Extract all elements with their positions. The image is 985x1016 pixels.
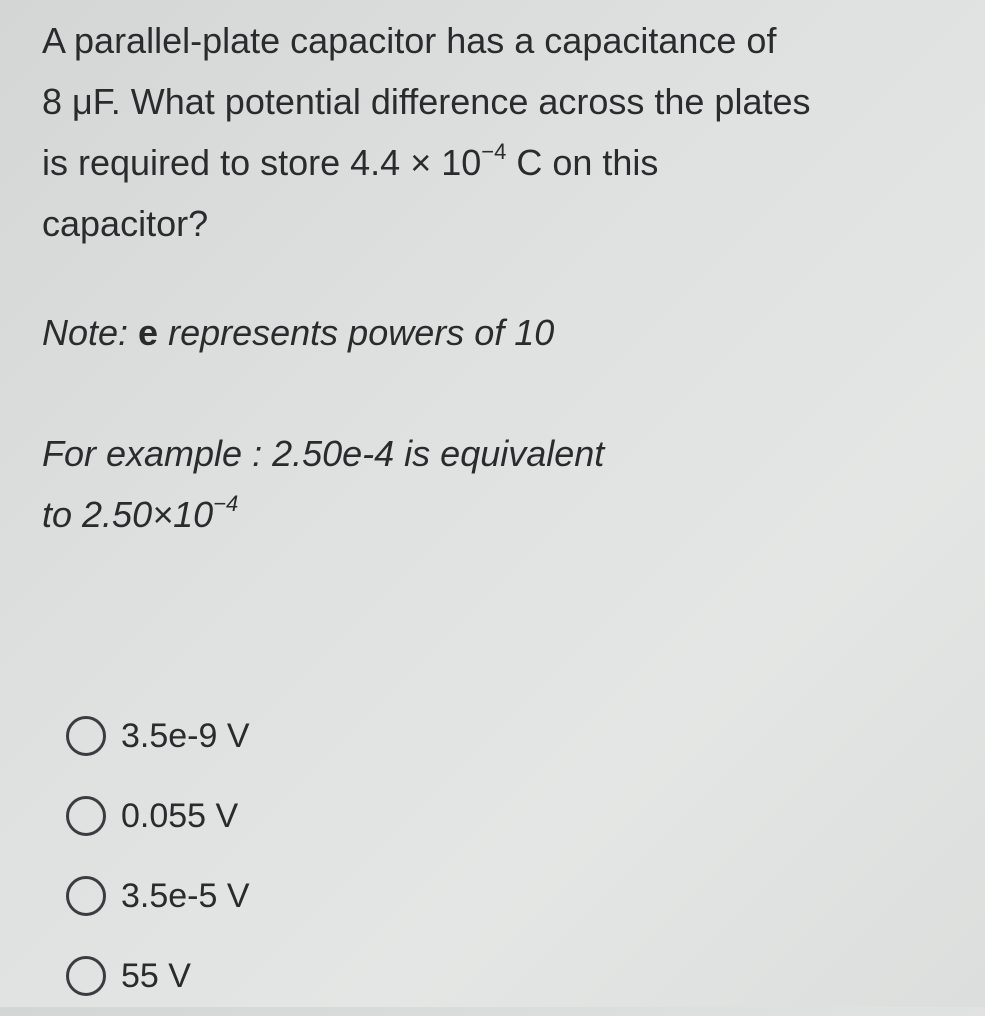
question-line-1: A parallel-plate capacitor has a capacitance of bbox=[42, 20, 777, 61]
radio-button[interactable] bbox=[66, 876, 106, 916]
note-suffix: represents powers of 10 bbox=[158, 312, 555, 353]
note-prefix: Note: bbox=[42, 312, 139, 353]
question-text bbox=[42, 10, 962, 254]
radio-button[interactable] bbox=[66, 716, 106, 756]
question-line-4: capacitor? bbox=[42, 203, 209, 244]
example-line-2 bbox=[42, 484, 604, 545]
example-text bbox=[42, 423, 604, 545]
option-3[interactable] bbox=[66, 856, 250, 936]
example-line-2-start: to 2.50×10 bbox=[42, 494, 214, 535]
question-line-3-end: C on this bbox=[506, 142, 659, 183]
option-label: 0.055 V bbox=[121, 796, 239, 835]
note-text bbox=[42, 303, 554, 363]
question-exponent: −4 bbox=[481, 139, 507, 164]
option-label: 55 V bbox=[121, 956, 191, 995]
radio-button[interactable] bbox=[66, 796, 106, 836]
option-4[interactable] bbox=[66, 936, 250, 1016]
answer-options bbox=[66, 696, 250, 1016]
option-1[interactable] bbox=[66, 696, 250, 776]
question-line-3 bbox=[42, 132, 962, 193]
example-line-1: For example : 2.50e-4 is equivalent bbox=[42, 433, 605, 474]
question-line-3-start: is required to store 4.4 × 10 bbox=[42, 142, 482, 183]
question-line-2: 8 μF. What potential difference across the plates bbox=[42, 81, 811, 122]
option-label: 3.5e-5 V bbox=[121, 876, 250, 915]
note-bold-e: e bbox=[138, 312, 159, 353]
example-exponent: −4 bbox=[213, 491, 239, 516]
option-2[interactable] bbox=[66, 776, 250, 856]
option-label: 3.5e-9 V bbox=[121, 716, 250, 755]
radio-button[interactable] bbox=[66, 956, 106, 996]
